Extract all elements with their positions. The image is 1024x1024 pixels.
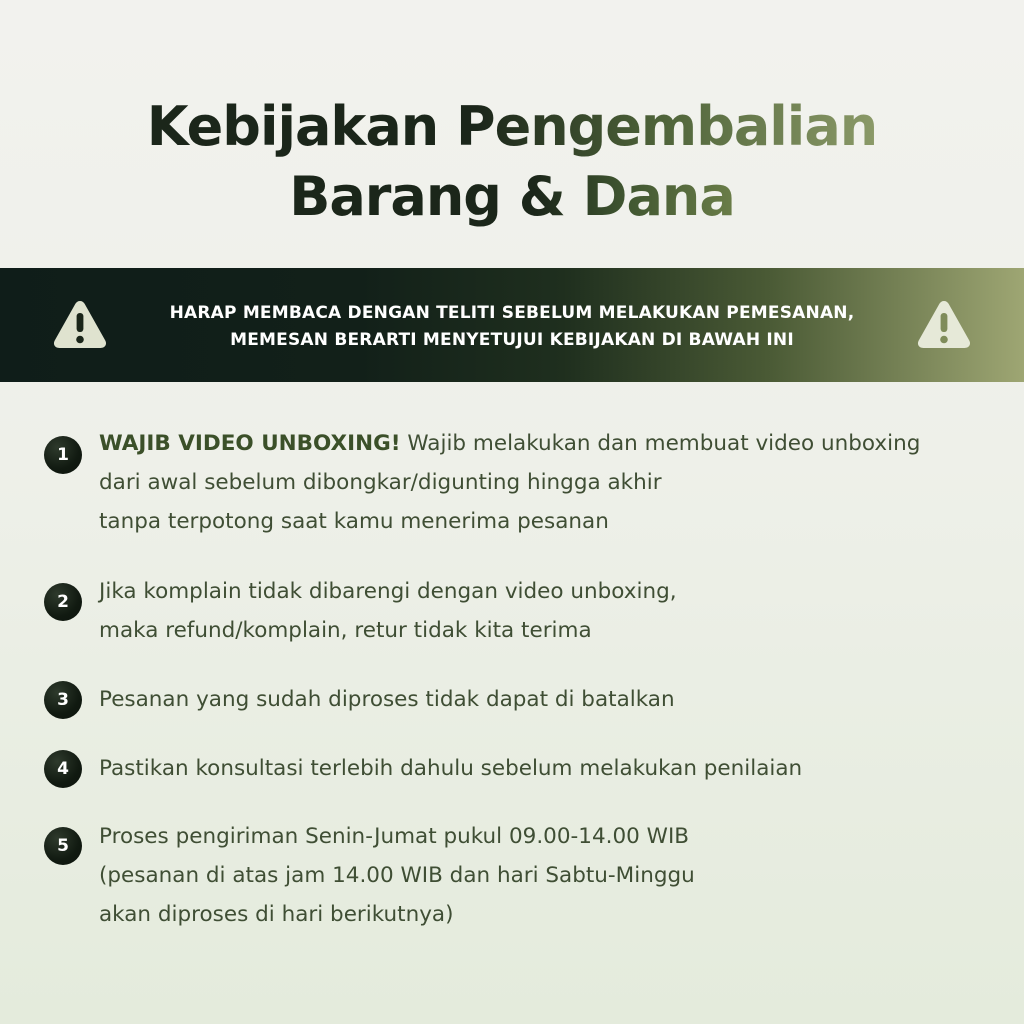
item-line: Wajib melakukan dan membuat video unboxing bbox=[400, 431, 921, 456]
item-number-badge: 5 bbox=[44, 827, 82, 865]
item-line: akan diproses di hari berikutnya) bbox=[99, 902, 454, 927]
item-text bbox=[99, 572, 994, 650]
item-line: tanpa terpotong saat kamu menerima pesanan bbox=[99, 509, 609, 534]
item-line: Jika komplain tidak dibarengi dengan video unboxing, bbox=[99, 579, 677, 604]
item-number-badge: 2 bbox=[44, 583, 82, 621]
item-line: maka refund/komplain, retur tidak kita terima bbox=[99, 618, 592, 643]
item-number-badge: 4 bbox=[44, 750, 82, 788]
item-text bbox=[99, 817, 994, 934]
item-highlight: WAJIB VIDEO UNBOXING! bbox=[99, 431, 401, 456]
item-line: Proses pengiriman Senin-Jumat pukul 09.00-14.00 WIB bbox=[99, 824, 690, 849]
item-number-badge: 3 bbox=[44, 681, 82, 719]
title-line-2: Barang & Dana bbox=[289, 162, 735, 232]
item-line: Pesanan yang sudah diproses tidak dapat di batalkan bbox=[99, 687, 675, 712]
item-line: (pesanan di atas jam 14.00 WIB dan hari Sabtu-Minggu bbox=[99, 863, 695, 888]
item-line: Pastikan konsultasi terlebih dahulu sebelum melakukan penilaian bbox=[99, 756, 803, 781]
item-text bbox=[99, 680, 994, 719]
item-text bbox=[99, 424, 994, 541]
item-text bbox=[99, 749, 994, 788]
banner-line-1: HARAP MEMBACA DENGAN TELITI SEBELUM MELAKUKAN PEMESANAN, bbox=[169, 303, 855, 323]
title-line-1: Kebijakan Pengembalian bbox=[147, 92, 877, 162]
item-line: dari awal sebelum dibongkar/digunting hingga akhir bbox=[99, 470, 662, 495]
item-number-badge: 1 bbox=[44, 436, 82, 474]
banner-line-2: MEMESAN BERARTI MENYETUJUI KEBIJAKAN DI BAWAH INI bbox=[230, 330, 794, 350]
